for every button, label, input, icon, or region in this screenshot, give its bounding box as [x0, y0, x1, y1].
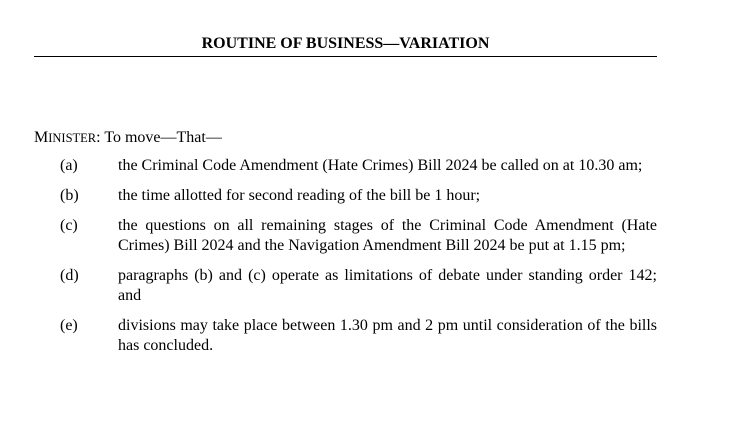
list-item	[34, 266, 657, 306]
paragraph-label: (a)	[60, 157, 78, 174]
list-item	[34, 216, 657, 256]
paragraph-label: (d)	[60, 267, 79, 284]
list-item	[34, 316, 657, 356]
paragraph-text: divisions may take place between 1.30 pm and 2 pm until consideration of the bills has concluded.	[118, 317, 657, 354]
paragraph-label: (e)	[60, 317, 78, 334]
mover-line	[34, 128, 222, 148]
page-title: ROUTINE OF BUSINESS—VARIATION	[201, 35, 490, 52]
paragraph-label: (b)	[60, 187, 79, 204]
paragraph-text: the questions on all remaining stages of the Criminal Code Amendment (Hate Crimes) Bill 2024 and the Navigation Amendment Bill 2024 be put at 1.15 pm;	[118, 217, 657, 254]
mover-role-rest: INISTER	[48, 131, 97, 145]
mover-intro: : To move—That—	[96, 129, 222, 146]
paragraph-text: the time allotted for second reading of the bill be 1 hour;	[118, 187, 481, 204]
list-item	[34, 156, 657, 176]
mover-role-initial: M	[34, 129, 49, 146]
paragraph-label: (c)	[60, 217, 78, 234]
paragraph-text: the Criminal Code Amendment (Hate Crimes) Bill 2024 be called on at 10.30 am;	[118, 157, 643, 174]
heading-rule	[34, 34, 657, 57]
paragraph-list	[34, 156, 657, 366]
list-item	[34, 186, 657, 206]
paragraph-text: paragraphs (b) and (c) operate as limitations of debate under standing order 142; and	[118, 267, 657, 304]
